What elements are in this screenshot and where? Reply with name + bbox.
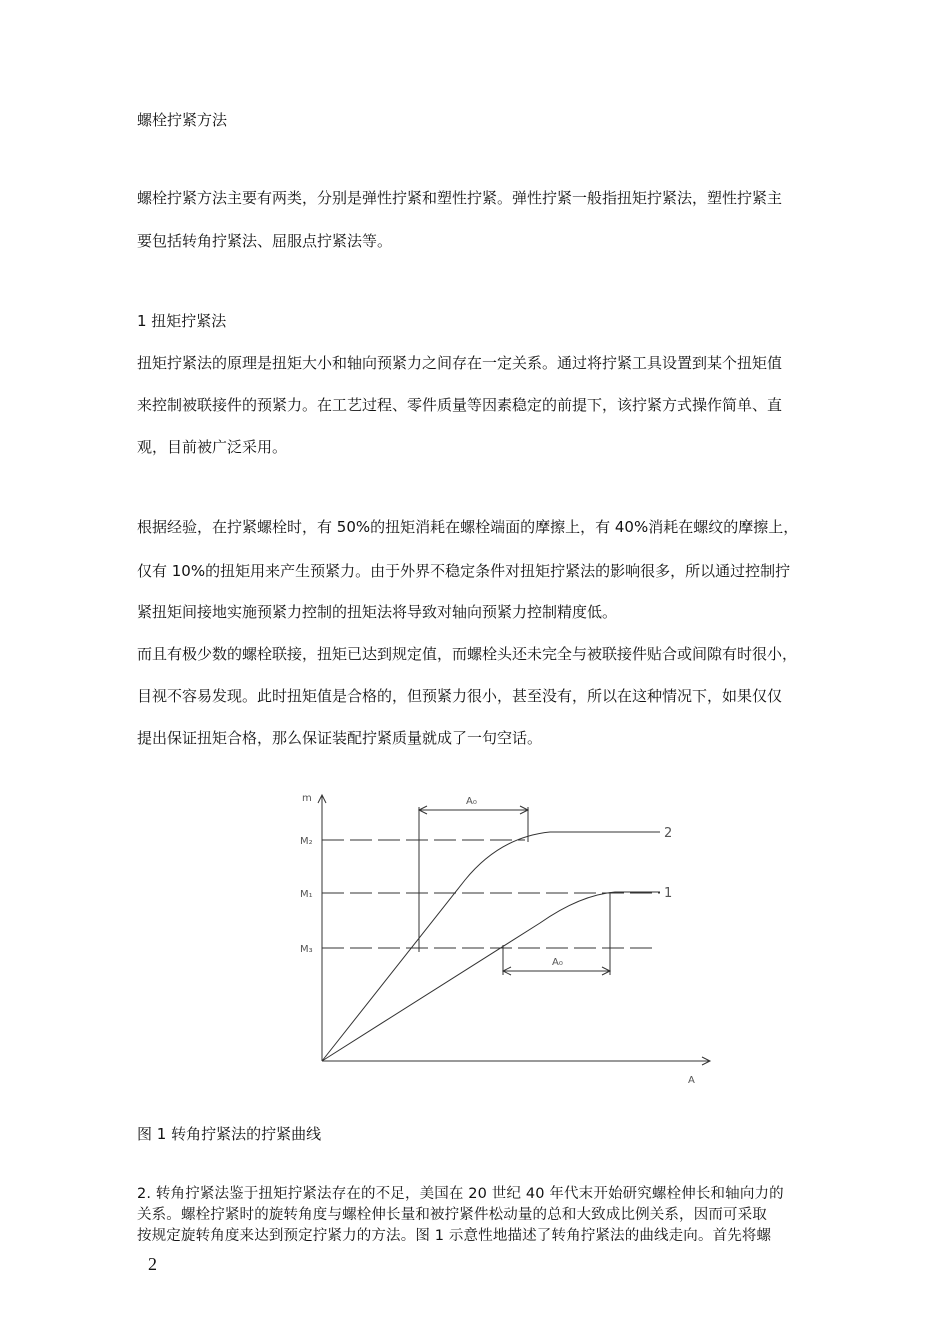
intro-line-1: 螺栓拧紧方法主要有两类，分别是弹性拧紧和塑性拧紧。弹性拧紧一般指扭矩拧紧法，塑性拧紧主 <box>137 189 783 207</box>
section1-para1-line-1: 扭矩拧紧法的原理是扭矩大小和轴向预紧力之间存在一定关系。通过将拧紧工具设置到某个扭矩值 <box>137 354 783 372</box>
curve-1-label: 1 <box>664 886 673 901</box>
a0-bottom-label: A₀ <box>552 957 563 968</box>
section1-title: 1 扭矩拧紧法 <box>137 312 227 330</box>
x-axis-label: A <box>688 1075 695 1086</box>
section2-line-1: 2. 转角拧紧法鉴于扭矩拧紧法存在的不足，美国在 20 世纪 40 年代末开始研究螺栓伸长和轴向力的 <box>137 1186 784 1202</box>
y-axis-label: m <box>302 793 312 804</box>
page-number: 2 <box>148 1254 157 1274</box>
curve-1 <box>322 892 660 1061</box>
section1-para1-line-3: 观，目前被广泛采用。 <box>137 438 288 456</box>
figure-caption: 图 1 转角拧紧法的拧紧曲线 <box>137 1125 322 1143</box>
intro-line-2: 要包括转角拧紧法、屈服点拧紧法等。 <box>137 232 393 250</box>
section1-para3-line-2: 目视不容易发现。此时扭矩值是合格的，但预紧力很小，甚至没有，所以在这种情况下，如果仅仅 <box>137 687 783 705</box>
curve-2 <box>322 832 660 1061</box>
m2-label: M₂ <box>300 836 313 847</box>
tightening-curve-diagram <box>290 785 720 1090</box>
section2-line-2: 关系。螺栓拧紧时的旋转角度与螺栓伸长量和被拧紧件松动量的总和大致成比例关系，因而可采取 <box>137 1207 767 1223</box>
section1-para1-line-2: 来控制被联接件的预紧力。在工艺过程、零件质量等因素稳定的前提下，该拧紧方式操作简单、直 <box>137 396 783 414</box>
curve-2-label: 2 <box>664 826 673 841</box>
section1-para2-line-3: 紧扭矩间接地实施预紧力控制的扭矩法将导致对轴向预紧力控制精度低。 <box>137 603 618 621</box>
section1-para2-line-1: 根据经验，在拧紧螺栓时，有 50%的扭矩消耗在螺栓端面的摩擦上，有 40%消耗在螺纹的摩擦上， <box>137 518 799 536</box>
section1-para2-line-2: 仅有 10%的扭矩用来产生预紧力。由于外界不稳定条件对扭矩拧紧法的影响很多，所以通过控制拧 <box>137 562 791 580</box>
section2-line-3: 按规定旋转角度来达到预定拧紧力的方法。图 1 示意性地描述了转角拧紧法的曲线走向。首先将螺 <box>137 1228 772 1244</box>
m3-label: M₃ <box>300 944 313 955</box>
m1-label: M₁ <box>300 889 313 900</box>
section1-para3-line-1: 而且有极少数的螺栓联接，扭矩已达到规定值，而螺栓头还未完全与被联接件贴合或间隙有时很小， <box>137 645 798 663</box>
a0-top-label: A₀ <box>466 796 477 807</box>
section1-para3-line-3: 提出保证扭矩合格，那么保证装配拧紧质量就成了一句空话。 <box>137 729 543 747</box>
document-heading: 螺栓拧紧方法 <box>137 111 228 129</box>
tightening-curve-figure <box>290 785 720 1090</box>
